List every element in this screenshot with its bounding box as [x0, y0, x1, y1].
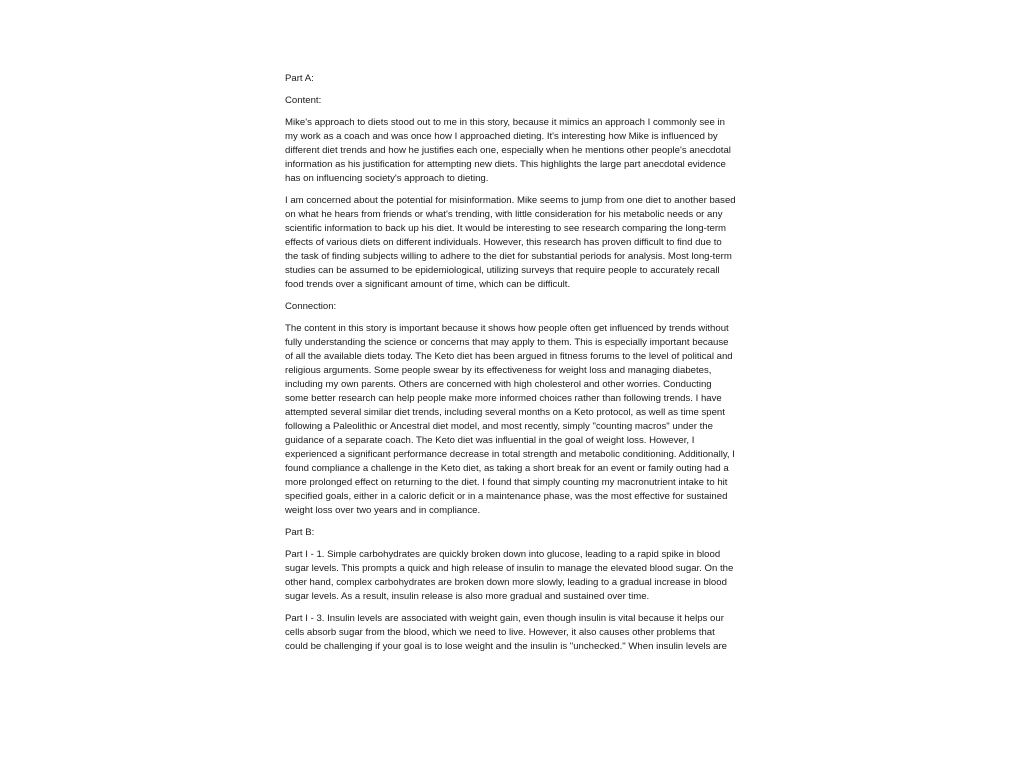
connection-heading: Connection:: [285, 301, 337, 312]
part-a-heading: Part A:: [285, 73, 314, 84]
part-b-heading: Part B:: [285, 527, 315, 538]
part-i-3-paragraph: Part I - 3. Insulin levels are associated with weight gain, even though insulin is vital because it helps our cells absorb sugar from the blood, which we need to live. However, it also causes other problems that could be challenging if your goal is to lose weight and the insulin is "unchecked." When insulin levels are: [285, 613, 727, 652]
document-body: [285, 72, 737, 662]
content-heading: Content:: [285, 95, 322, 106]
connection-paragraph: The content in this story is important because it shows how people often get influenced by trends without fully understanding the science or concerns that may apply to them. This is especially important because of all the available diets today. The Keto diet has been argued in fitness forums to the level of political and religious arguments. Some people swear by its effectiveness for weight loss and managing diabetes, including my own parents. Others are concerned with high cholesterol and other worries. Conducting some better research can help people make more informed choices rather than following trends. I have attempted several similar diet trends, including several months on a Keto protocol, as well as time spent following a Paleolithic or Ancestral diet model, and most recently, simply "counting macros" under the guidance of a separate coach. The Keto diet was influential in the goal of weight loss. However, I experienced a significant performance decrease in total strength and metabolic conditioning. Additionally, I found compliance a challenge in the Keto diet, as taking a short break for an event or family outing had a more prolonged effect on returning to the diet. I found that simply counting my macronutrient intake to hit specified goals, either in a caloric deficit or in a maintenance phase, was the most effective for sustained weight loss over two years and in compliance.: [285, 323, 735, 516]
content-paragraph-2: I am concerned about the potential for misinformation. Mike seems to jump from one diet to another based on what he hears from friends or what's trending, with little consideration for his metabolic needs or any scientific information to back up his diet. It would be interesting to see research comparing the long-term effects of various diets on different individuals. However, this research has proven difficult to find due to the task of finding subjects willing to adhere to the diet for substantial periods for analysis. Most long-term studies can be assumed to be epidemiological, utilizing surveys that require people to accurately recall food trends over a significant amount of time, which can be difficult.: [285, 195, 736, 290]
part-i-1-paragraph: Part I - 1. Simple carbohydrates are quickly broken down into glucose, leading to a rapid spike in blood sugar levels. This prompts a quick and high release of insulin to manage the elevated blood sugar. On the other hand, complex carbohydrates are broken down more slowly, leading to a gradual increase in blood sugar levels. As a result, insulin release is also more gradual and sustained over time.: [285, 549, 734, 602]
content-paragraph-1: Mike's approach to diets stood out to me in this story, because it mimics an approach I commonly see in my work as a coach and was once how I approached dieting. It's interesting how Mike is influenced by different diet trends and how he justifies each one, especially when he mentions other people's anecdotal information as his justification for attempting new diets. This highlights the large part anecdotal evidence has on influencing society's approach to dieting.: [285, 117, 731, 184]
